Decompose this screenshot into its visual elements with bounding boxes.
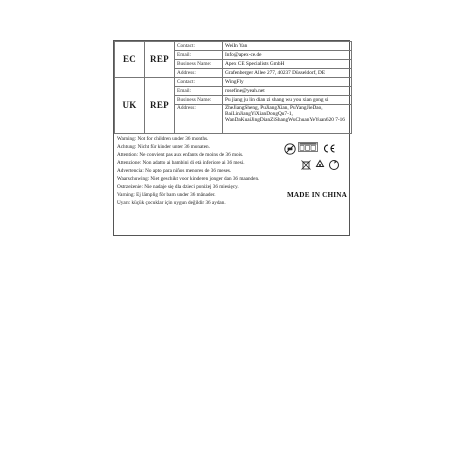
uk-email-value: rosefine@yeah.net xyxy=(223,87,352,96)
warning-line: Advertencia: No apto para niños menores de 36 meses. xyxy=(117,168,232,174)
warning-line: Attention: Ne convient pas aux enfants de moins de 36 mois. xyxy=(117,152,244,158)
uk-contact-value: WingFly xyxy=(223,78,352,87)
ec-address-label: Address: xyxy=(175,69,223,78)
recycle-loop-icon xyxy=(328,159,340,171)
ec-business-label: Business Name: xyxy=(175,60,223,69)
warning-line: Varning: Ej lämplig för barn under 36 månader. xyxy=(117,192,216,198)
warning-line: Ostrzeżenie: Nie nadaje się dla dzieci poniżej 36 miesięcy. xyxy=(117,184,239,190)
ec-address-value: Grafenberger Allee 277, 40237 Düsseldorf, DE xyxy=(223,69,352,78)
ec-contact-label: Contact: xyxy=(175,42,223,51)
ec-rep-label: REP xyxy=(145,42,175,78)
warning-line: Achtung: Nicht für kinder unter 36 monaten. xyxy=(117,144,210,150)
warnings-and-marks xyxy=(114,133,349,235)
uk-business-label: Business Name: xyxy=(175,96,223,105)
uk-rep-label: REP xyxy=(145,78,175,134)
sorting-label-icon xyxy=(298,142,318,152)
ec-region-label: EC xyxy=(115,42,145,78)
ec-business-value: Apex CE Specialists GmbH xyxy=(223,60,352,69)
recycling-arrows-icon xyxy=(314,159,326,171)
representative-table xyxy=(114,41,352,134)
ec-email-value: Info@apex-ce.de xyxy=(223,51,352,60)
warning-line: Waarschuwing: Niet geschikt voor kinderen jonger dan 36 maanden. xyxy=(117,176,260,182)
uk-address-value: ZheJiangSheng, PuJiangXian, PuYangJieDao, BaiLinJiangYiXianDongQu7-1, WanDaKuaiJingDianZiShangWuChuanYeYuan620 7-16 xyxy=(223,105,352,134)
warning-list xyxy=(117,135,282,207)
warning-line: Warning: Not for children under 36 months. xyxy=(117,136,209,142)
uk-contact-label: Contact: xyxy=(175,78,223,87)
crossed-bin-icon xyxy=(300,159,312,171)
product-label xyxy=(113,40,350,236)
uk-email-label: Email: xyxy=(175,87,223,96)
origin-label: MADE IN CHINA xyxy=(286,191,348,199)
age-warning-icon xyxy=(284,143,296,155)
compliance-marks xyxy=(284,139,348,199)
warning-line: Attenzione: Non adatto ai bambini di età inferiore ai 36 mesi. xyxy=(117,160,245,166)
uk-business-value: Pu jiang ju lin dian zi shang wu you xian gong si xyxy=(223,96,352,105)
ec-contact-value: WeiIn Yan xyxy=(223,42,352,51)
warning-line: Uyarı: küçük çocuklar için uygun değildir 36 aydan. xyxy=(117,200,226,206)
ce-icon xyxy=(322,144,336,153)
uk-region-label: UK xyxy=(115,78,145,134)
uk-address-label: Address: xyxy=(175,105,223,134)
ec-email-label: Email: xyxy=(175,51,223,60)
